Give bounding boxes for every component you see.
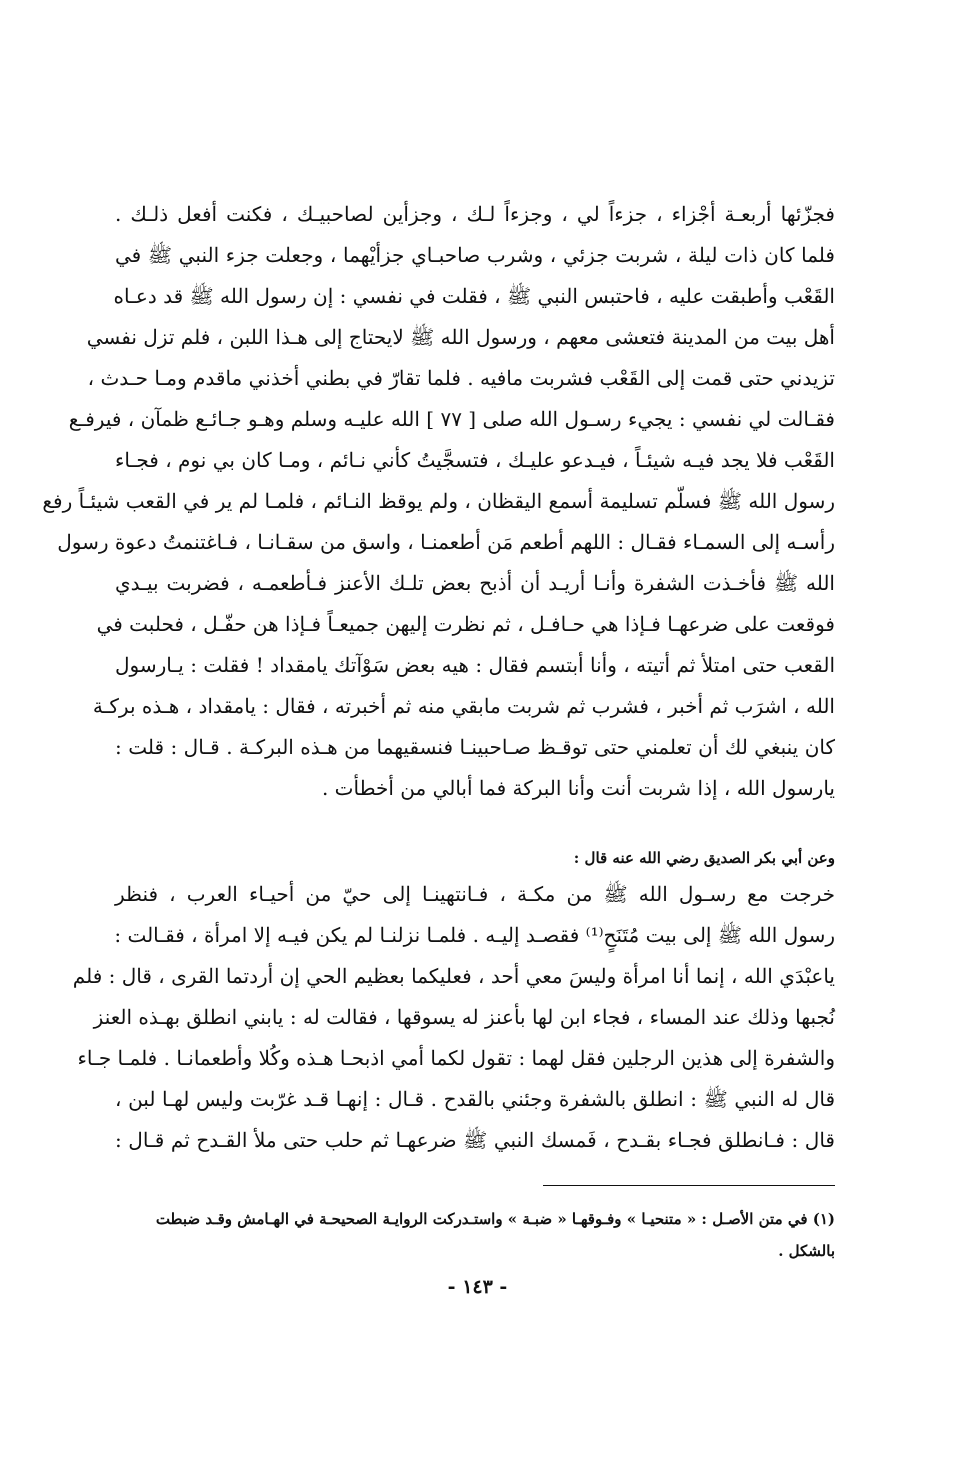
text-line: الله ﷺ فأخـذت الشفرة وأنـا أريـد أن أذبح بعض تلـك الأعنز فـأطعمـه ، فضربت بيـدي xyxy=(115,571,835,595)
text-line: فقـالت لي نفسي : يجيء رسـول الله صلى [ ٧٧ ] الله عليـه وسلم وهـو جـائـع ظمآن ، فيرفـع xyxy=(68,407,835,431)
text-line: القعب حتى امتلأ ثم أتيته ، وأنا أبتسم فقال : هيه بعض سَوْآتك يامقداد ! فقلت : يـارسول xyxy=(115,653,835,677)
text-line: أهل بيت من المدينة فتعشى معهم ، ورسول الله ﷺ لايحتاج إلى هـذا اللبن ، فلم تزل نفسي xyxy=(86,325,835,349)
text-line: القَعْب فلا يجد فيـه شيئـاً ، فيـدعو عليـك ، فتسجَّيتُ كأني نـائم ، ومـا كان بي نوم ، فجـاء xyxy=(115,448,835,472)
text-line: والشفرة إلى هذين الرجلين فقل لهما : تقول لكما أمي اذبحـا هـذه وكُلا وأطعمانـا . فلمـا جـاء xyxy=(77,1046,835,1070)
text-line: خرجت مع رسـول الله ﷺ من مكـة ، فـانتهينـا إلى حيّ من أحيـاء العرب ، فنظر xyxy=(115,882,835,906)
text-line: فلما كان ذات ليلة ، شربت جزئي ، وشرب صاحبـاي جزأيْهما ، وجعلت جزء النبي ﷺ في xyxy=(115,243,835,267)
text-line: قال له النبي ﷺ : انطلق بالشفرة وجئني بالقدح . قـال : إنهـا قـد غرّبت وليس لهـا لبن ، xyxy=(115,1087,835,1111)
text-line: الله ، اشرَب ثم أخبر ، فشرب ثم شربت مابقي منه ثم أخبرته ، فقال : يامقداد ، هـذه بركـة xyxy=(92,694,835,718)
text-line: بالشكل . xyxy=(778,1242,835,1260)
text-line: تزيدني حتى قمت إلى القَعْب فشربت مافيه . فلما تقارّ في بطني أخذني ماقدم ومـا حـدث ، xyxy=(87,366,835,390)
page-number: - ١٤٣ - xyxy=(447,1276,508,1298)
text-line: ياعبْدَي الله ، إنما أنا امرأة وليسَ معي أحد ، فعليكما بعظيم الحي إن أردتما القرى ، قال : فلم xyxy=(72,964,835,988)
text-line: يارسول الله ، إذا شربت أنت وأنا البركة فما أبالي من أخطأت . xyxy=(321,776,835,800)
text-line: رأسـه إلى السمـاء فقـال : اللهم أطعم مَن أطعمنـا ، واسق من سقـانـا ، فـاغتنمتُ دعوة رسول xyxy=(57,530,835,554)
text-line: رسول الله ﷺ إلى بيت مُتَنَحٍ⁽¹⁾ فقصـد إليـه . فلمـا نزلنـا لم يكن فيـه إلا امرأة ، فقـالت : xyxy=(114,923,835,947)
text-line: كان ينبغي لك أن تعلمني حتى توقـظ صـاحبينـا فنسقيهما من هـذه البركـة . قـال : قلت : xyxy=(115,735,835,759)
footnote xyxy=(115,1203,835,1267)
text-line: فجزّئها أربعـة أجْزاء ، جزءاً لي ، وجزءاً لـك ، وجزأين لصاحبيـك ، فكنت أفعل ذلـك . xyxy=(115,202,835,226)
text-line: نُجبها وذلك عند المساء ، فجاء ابن لها بأعنز له يسوقها ، فقالت له : يابني انطلق بهـذه العنز xyxy=(93,1005,835,1029)
footnote-divider xyxy=(543,1185,835,1186)
body-paragraph-1 xyxy=(42,194,835,809)
section-heading: وعن أبي بكر الصديق رضي الله عنه قال : xyxy=(573,849,835,867)
text-line: (١) في متن الأصـل : « متنحيـا » وفـوقهـا « ضبـة » واستـدركت الروايـة الصحيحـة في الهـامش وقـد ضبطت xyxy=(155,1210,835,1228)
text-line: القَعْب وأطبقت عليه ، فاحتبس النبي ﷺ ، فقلت في نفسي : إن رسول الله ﷺ قد دعـاه xyxy=(113,284,835,308)
text-line: رسول الله ﷺ فسلّم تسليمة أسمع اليقظان ، ولم يوقظ النـائم ، فلمـا لم ير في القعب شيئـاً رفع xyxy=(42,489,835,513)
text-line: قال : فـانطلق فجـاء بقـدح ، فَمسك النبي ﷺ ضرعهـا ثم حلب حتى ملأ القـدح ثم قـال : xyxy=(115,1128,835,1152)
text-line: فوقعت على ضرعهـا فـإذا هي حـافـل ، ثم نظرت إليهن جميعـاً فـإذا هن حفّـل ، فحلبت في xyxy=(96,612,835,636)
body-paragraph-2 xyxy=(72,874,835,1161)
